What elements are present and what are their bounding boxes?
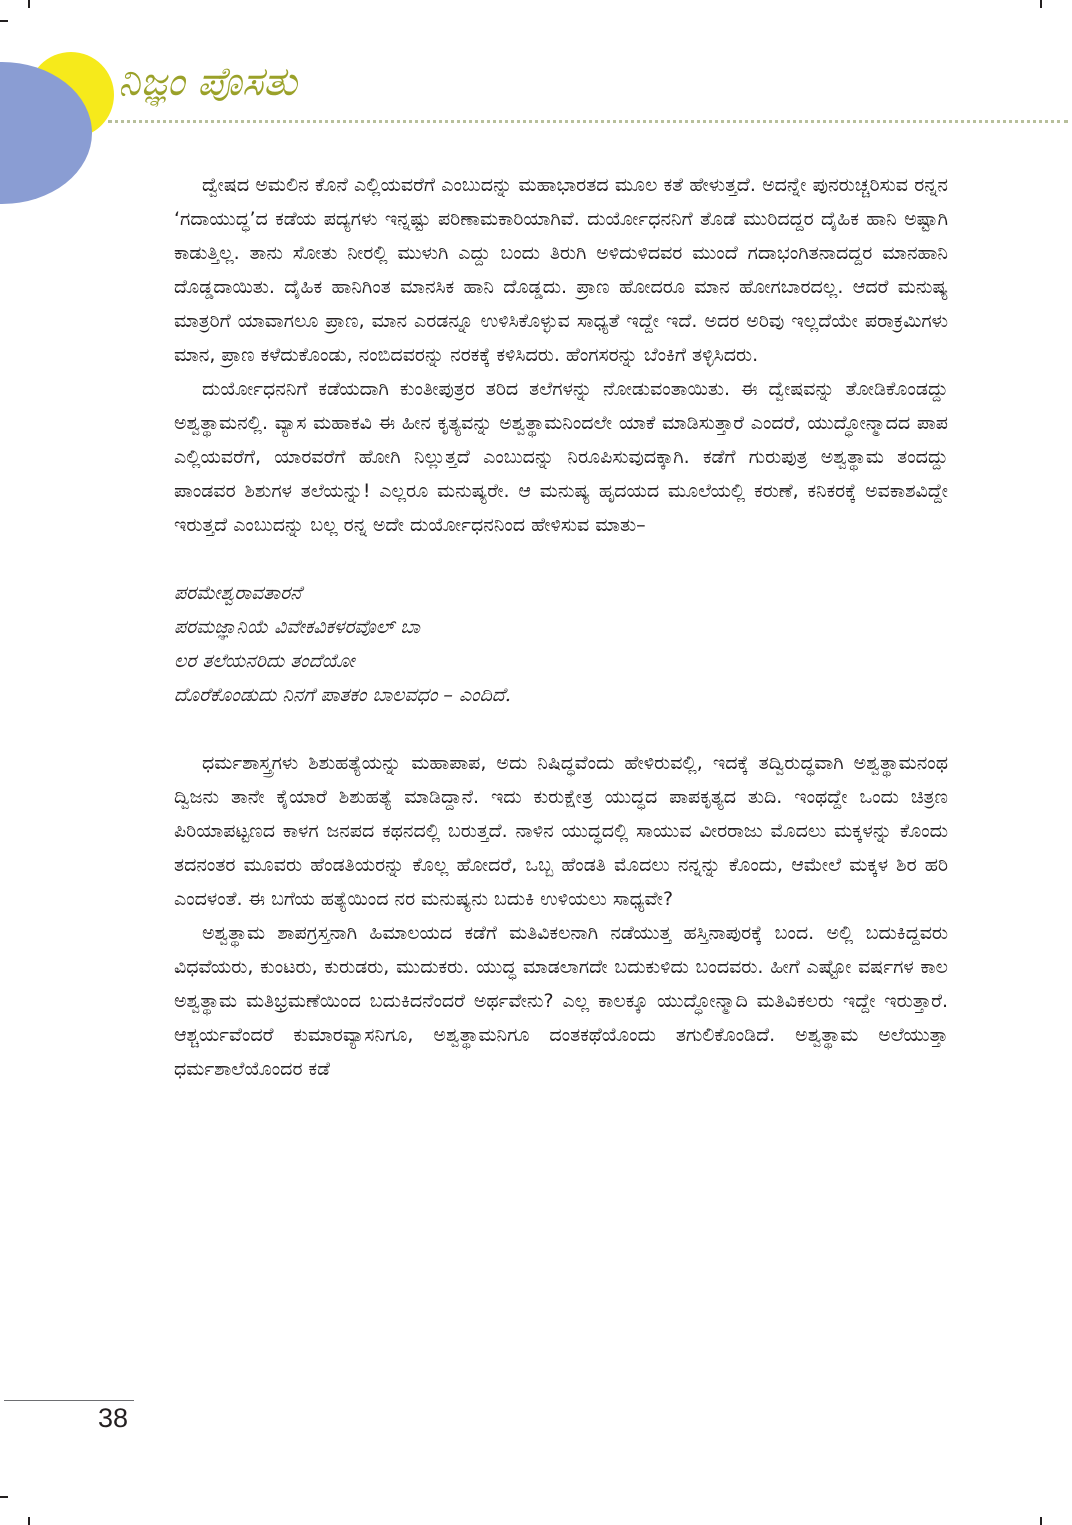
poem-line: ಪರಮೇಶ್ವರಾವತಾರನೆ (174, 582, 302, 604)
crop-mark-top-right (1040, 0, 1042, 8)
poem-line: ಲರ ತಲೆಯನರಿದು ತಂದೆಯೋ (174, 650, 355, 672)
crop-mark-top-left (28, 0, 30, 8)
page-number: 38 (98, 1403, 129, 1433)
section-title: ನಿಜ್ಞಂ ಪೊಸತು (118, 59, 298, 105)
crop-mark-bottom-left-side (0, 1496, 8, 1498)
article-body (174, 168, 948, 1086)
poem-line: ದೊರೆಕೊಂಡುದು ನಿನಗೆ ಪಾತಕಂ ಬಾಲವಧಂ – ಎಂದಿದೆ. (174, 684, 511, 706)
paragraph: ದ್ವೇಷದ ಅಮಲಿನ ಕೊನೆ ಎಲ್ಲಿಯವರೆಗೆ ಎಂಬುದನ್ನು ಮಹಾಭಾರತದ ಮೂಲ ಕತೆ ಹೇಳುತ್ತದೆ. ಅದನ್ನೇ ಪುನರುಚ್ಚರಿಸುವ ರನ್ನನ ‘ಗದಾಯುದ್ಧ’ದ ಕಡೆಯ ಪದ್ಯಗಳು ಇನ್ನಷ್ಟು ಪರಿಣಾಮಕಾರಿಯಾಗಿವೆ. ದುರ್ಯೋಧನನಿಗೆ ತೊಡೆ ಮುರಿದದ್ದರ ದೈಹಿಕ ಹಾನಿ ಅಷ್ಟಾಗಿ ಕಾಡುತ್ತಿಲ್ಲ. ತಾನು ಸೋತು ನೀರಲ್ಲಿ ಮುಳುಗಿ ಎದ್ದು ಬಂದು ತಿರುಗಿ ಅಳಿದುಳಿದವರ ಮುಂದೆ ಗದಾಭಂಗಿತನಾದದ್ದರ ಮಾನಹಾನಿ ದೊಡ್ಡದಾಯಿತು. ದೈಹಿಕ ಹಾನಿಗಿಂತ ಮಾನಸಿಕ ಹಾನಿ ದೊಡ್ಡದು. ಪ್ರಾಣ ಹೋದರೂ ಮಾನ ಹೋಗಬಾರದಲ್ಲ. ಆದರೆ ಮನುಷ್ಯ ಮಾತ್ರರಿಗೆ ಯಾವಾಗಲೂ ಪ್ರಾಣ, ಮಾನ ಎರಡನ್ನೂ ಉಳಿಸಿಕೊಳ್ಳುವ ಸಾಧ್ಯತೆ ಇದ್ದೇ ಇದೆ. ಅದರ ಅರಿವು ಇಲ್ಲದೆಯೇ ಪರಾಕ್ರಮಿಗಳು ಮಾನ, ಪ್ರಾಣ ಕಳೆದುಕೊಂಡು, ನಂಬಿದವರನ್ನು ನರಕಕ್ಕೆ ಕಳಿಸಿದರು. ಹೆಂಗಸರನ್ನು ಬೆಂಕಿಗೆ ತಳ್ಳಿಸಿದರು. (174, 174, 948, 366)
crop-mark-bottom-right (1040, 1517, 1042, 1525)
paragraph: ಧರ್ಮಶಾಸ್ತ್ರಗಳು ಶಿಶುಹತ್ಯೆಯನ್ನು ಮಹಾಪಾಪ, ಅದು ನಿಷಿದ್ಧವೆಂದು ಹೇಳಿರುವಲ್ಲಿ, ಇದಕ್ಕೆ ತದ್ವಿರುದ್ಧವಾಗಿ ಅಶ್ವತ್ಥಾಮನಂಥ ದ್ವಿಜನು ತಾನೇ ಕೈಯಾರೆ ಶಿಶುಹತ್ಯೆ ಮಾಡಿದ್ದಾನೆ. ಇದು ಕುರುಕ್ಷೇತ್ರ ಯುದ್ಧದ ಪಾಪಕೃತ್ಯದ ತುದಿ. ಇಂಥದ್ದೇ ಒಂದು ಚಿತ್ರಣ ಪಿರಿಯಾಪಟ್ಟಣದ ಕಾಳಗ ಜನಪದ ಕಥನದಲ್ಲಿ ಬರುತ್ತದೆ. ನಾಳಿನ ಯುದ್ಧದಲ್ಲಿ ಸಾಯುವ ವೀರರಾಜು ಮೊದಲು ಮಕ್ಕಳನ್ನು ಕೊಂದು ತದನಂತರ ಮೂವರು ಹೆಂಡತಿಯರನ್ನು ಕೊಲ್ಲ ಹೋದರೆ, ಒಬ್ಬ ಹೆಂಡತಿ ಮೊದಲು ನನ್ನನ್ನು ಕೊಂದು, ಆಮೇಲೆ ಮಕ್ಕಳ ಶಿರ ಹರಿ ಎಂದಳಂತೆ. ಈ ಬಗೆಯ ಹತ್ಯೆಯಿಂದ ನರ ಮನುಷ್ಯನು ಬದುಕಿ ಉಳಿಯಲು ಸಾಧ್ಯವೇ? (174, 752, 948, 910)
crop-mark-bottom-left (28, 1517, 30, 1525)
poem-quote (174, 576, 948, 712)
crop-mark-top-left-side (0, 20, 8, 22)
paragraph: ದುರ್ಯೋಧನನಿಗೆ ಕಡೆಯದಾಗಿ ಕುಂತೀಪುತ್ರರ ತರಿದ ತಲೆಗಳನ್ನು ನೋಡುವಂತಾಯಿತು. ಈ ದ್ವೇಷವನ್ನು ತೋಡಿಕೊಂಡದ್ದು ಅಶ್ವತ್ಥಾಮನಲ್ಲಿ. ವ್ಯಾಸ ಮಹಾಕವಿ ಈ ಹೀನ ಕೃತ್ಯವನ್ನು ಅಶ್ವತ್ಥಾಮನಿಂದಲೇ ಯಾಕೆ ಮಾಡಿಸುತ್ತಾರೆ ಎಂದರೆ, ಯುದ್ಧೋನ್ಮಾದದ ಪಾಪ ಎಲ್ಲಿಯವರೆಗೆ, ಯಾರವರೆಗೆ ಹೋಗಿ ನಿಲ್ಲುತ್ತದೆ ಎಂಬುದನ್ನು ನಿರೂಪಿಸುವುದಕ್ಕಾಗಿ. ಕಡೆಗೆ ಗುರುಪುತ್ರ ಅಶ್ವತ್ಥಾಮ ತಂದದ್ದು ಪಾಂಡವರ ಶಿಶುಗಳ ತಲೆಯನ್ನು! ಎಲ್ಲರೂ ಮನುಷ್ಯರೇ. ಆ ಮನುಷ್ಯ ಹೃದಯದ ಮೂಲೆಯಲ್ಲಿ ಕರುಣೆ, ಕನಿಕರಕ್ಕೆ ಅವಕಾಶವಿದ್ದೇ ಇರುತ್ತದೆ ಎಂಬುದನ್ನು ಬಲ್ಲ ರನ್ನ ಅದೇ ದುರ್ಯೋಧನನಿಂದ ಹೇಳಿಸುವ ಮಾತು– (174, 378, 948, 536)
paragraph: ಅಶ್ವತ್ಥಾಮ ಶಾಪಗ್ರಸ್ತನಾಗಿ ಹಿಮಾಲಯದ ಕಡೆಗೆ ಮತಿವಿಕಲನಾಗಿ ನಡೆಯುತ್ತ ಹಸ್ತಿನಾಪುರಕ್ಕೆ ಬಂದ. ಅಲ್ಲಿ ಬದುಕಿದ್ದವರು ವಿಧವೆಯರು, ಕುಂಟರು, ಕುರುಡರು, ಮುದುಕರು. ಯುದ್ಧ ಮಾಡಲಾಗದೇ ಬದುಕುಳಿದು ಬಂದವರು. ಹೀಗೆ ಎಷ್ಟೋ ವರ್ಷಗಳ ಕಾಲ ಅಶ್ವತ್ಥಾಮ ಮತಿಭ್ರಮಣೆಯಿಂದ ಬದುಕಿದನೆಂದರೆ ಅರ್ಥವೇನು? ಎಲ್ಲ ಕಾಲಕ್ಕೂ ಯುದ್ಧೋನ್ಮಾದಿ ಮತಿವಿಕಲರು ಇದ್ದೇ ಇರುತ್ತಾರೆ. ಆಶ್ಚರ್ಯವೆಂದರೆ ಕುಮಾರವ್ಯಾಸನಿಗೂ, ಅಶ್ವತ್ಥಾಮನಿಗೂ ದಂತಕಥೆಯೊಂದು ತಗುಲಿಕೊಂಡಿದೆ. ಅಶ್ವತ್ಥಾಮ ಅಲೆಯುತ್ತಾ ಧರ್ಮಶಾಲೆಯೊಂದರ ಕಡೆ (174, 922, 948, 1080)
header-dotted-rule (108, 120, 1068, 123)
poem-line: ಪರಮಜ್ಞಾನಿಯೆ ವಿವೇಕವಿಕಳರವೊಲ್ ಬಾ (174, 616, 420, 638)
footer-rule (4, 1400, 134, 1401)
